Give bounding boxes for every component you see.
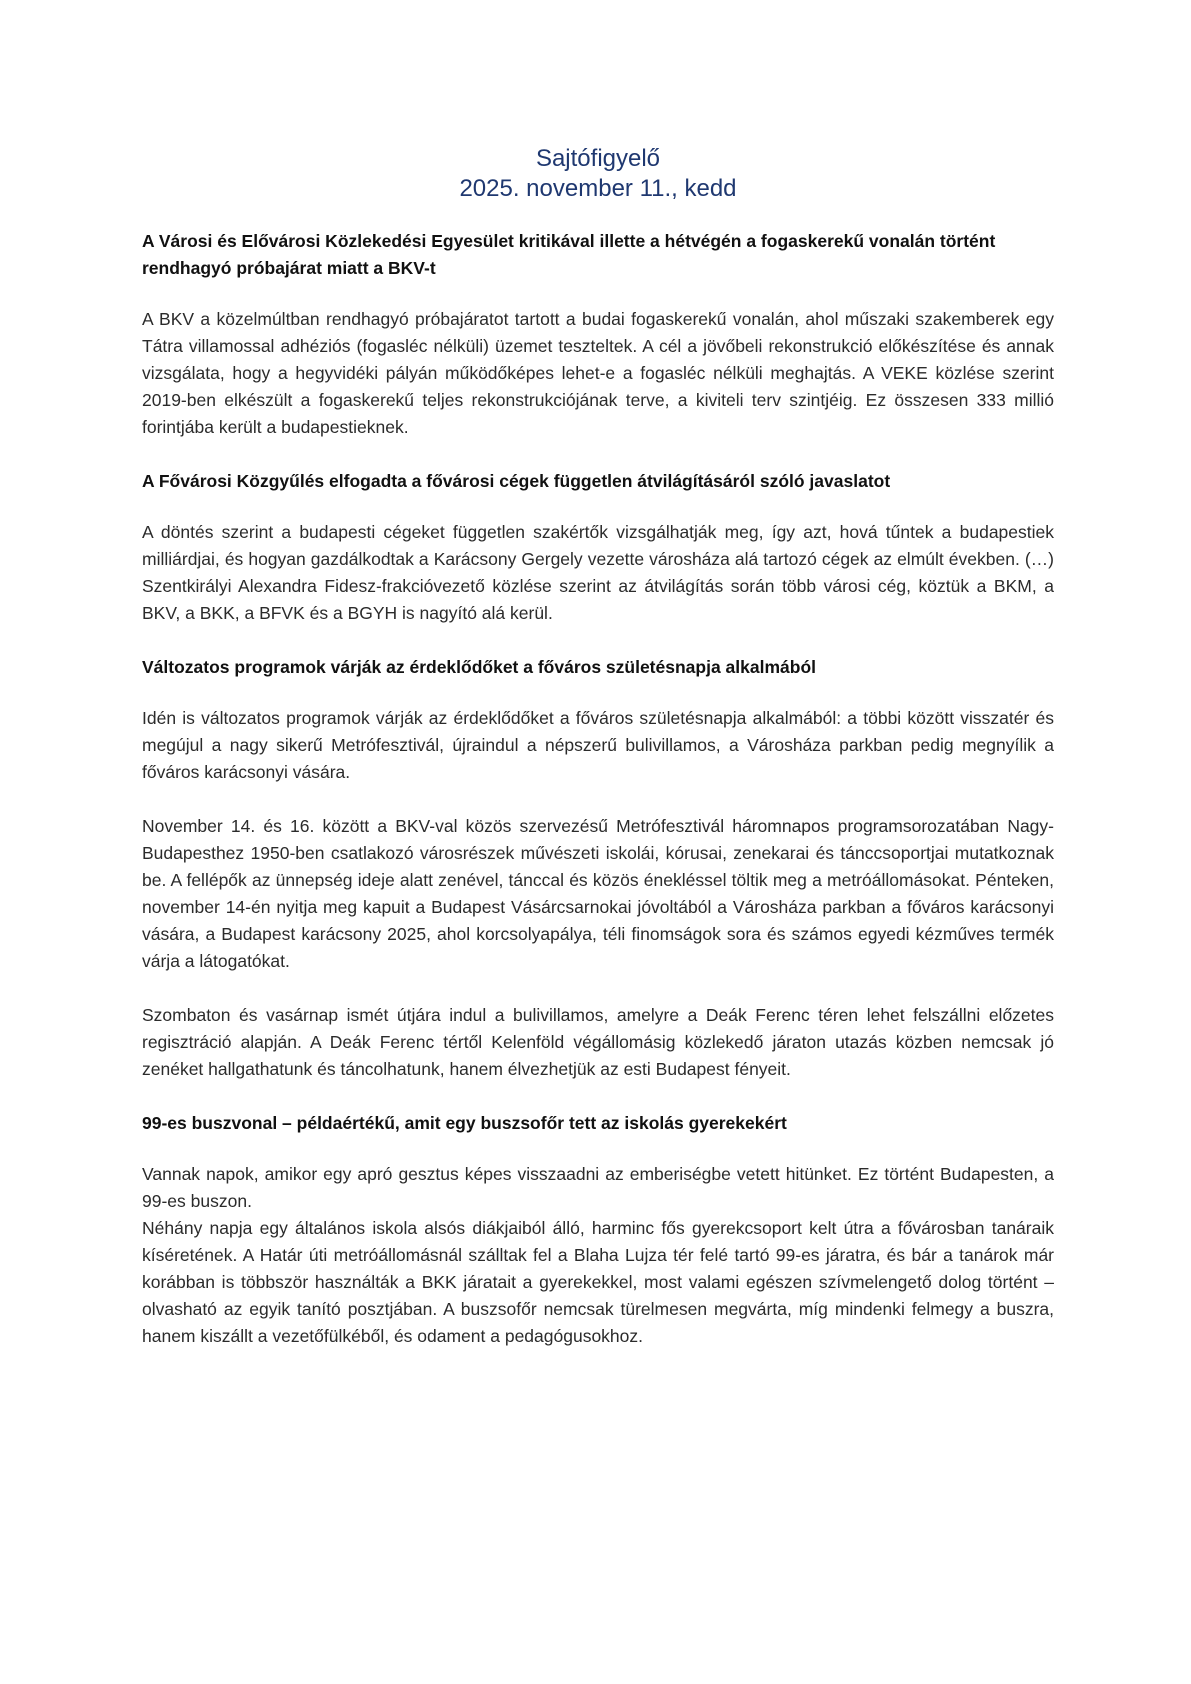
article-headline: Változatos programok várják az érdeklődőket a főváros születésnapja alkalmából [142,657,816,677]
document-header [142,144,1054,204]
document-date: 2025. november 11., kedd [459,175,737,202]
document-title: Sajtófigyelő [535,145,661,172]
article-paragraph: Szombaton és vasárnap ismét útjára indul a bulivillamos, amelyre a Deák Ferenc téren lehet felszállni előzetes regisztráció alapján. A Deák Ferenc tértől Kelenföld végállomásig közlekedő járaton utazás közben nemcsak jó zenéket hallgathatunk és táncolhatunk, hanem élvezhetjük az esti Budapest fényeit. [142,1005,1054,1079]
article-paragraph: A BKV a közelmúltban rendhagyó próbajáratot tartott a budai fogaskerekű vonalán, ahol műszaki szakemberek egy Tátra villamossal adhéziós (fogasléc nélküli) üzemet teszteltek. A cél a jövőbeli rekonstrukció előkészítése és annak vizsgálata, hogy a hegyvidéki pályán működőképes lehet-e a fogasléc nélküli meghajtás. A VEKE közlése szerint 2019-ben elkészült a fogaskerekű teljes rekonstrukciójának terve, a kiviteli terv szintjéig. Ez összesen 333 millió forintjába került a budapestieknek. [142,309,1054,437]
article-headline: A Fővárosi Közgyűlés elfogadta a fővárosi cégek független átvilágításáról szóló javaslatot [142,471,891,491]
article-paragraph: November 14. és 16. között a BKV-val közös szervezésű Metrófesztivál háromnapos programsorozatában Nagy-Budapesthez 1950-ben csatlakozó városrészek művészeti iskolái, kórusai, zenekarai és tánccsoportjai mutatkoznak be. A fellépők az ünnepség ideje alatt zenével, tánccal és közös énekléssel töltik meg a metróállomásokat. Pénteken, november 14-én nyitja meg kapuit a Budapest Vásárcsarnokai jóvoltából a Városháza parkban a főváros karácsonyi vására, a Budapest karácsony 2025, ahol korcsolyapálya, téli finomságok sora és számos egyedi kézműves termék várja a látogatókat. [142,816,1054,971]
article-1 [142,228,1054,441]
article-headline: 99-es buszvonal – példaértékű, amit egy buszsofőr tett az iskolás gyerekekért [142,1113,787,1133]
article-3 [142,654,1054,1083]
article-paragraph: Néhány napja egy általános iskola alsós diákjaiból álló, harminc fős gyerekcsoport kelt útra a fővárosban tanáraik kíséretének. A Határ úti metróállomásnál szálltak fel a Blaha Lujza tér felé tartó 99-es járatra, és bár a tanárok már korábban is többször használták a BKK járatait a gyerekekkel, most valami egészen szívmelengető dolog történt – olvasható az egyik tanító posztjában. A buszsofőr nemcsak türelmesen megvárta, míg mindenki felmegy a buszra, hanem kiszállt a vezetőfülkéből, és odament a pedagógusokhoz. [142,1218,1054,1346]
article-paragraph: Vannak napok, amikor egy apró gesztus képes visszaadni az emberiségbe vetett hitünket. Ez történt Budapesten, a 99-es buszon. [142,1164,1054,1211]
article-paragraph: A döntés szerint a budapesti cégeket független szakértők vizsgálhatják meg, így azt, hová tűntek a budapestiek milliárdjai, és hogyan gazdálkodtak a Karácsony Gergely vezette városháza alá tartozó cégek az elmúlt években. (…) Szentkirályi Alexandra Fidesz-frakcióvezető közlése szerint az átvilágítás során több városi cég, köztük a BKM, a BKV, a BKK, a BFVK és a BGYH is nagyító alá kerül. [142,522,1054,623]
article-headline: A Városi és Elővárosi Közlekedési Egyesület kritikával illette a hétvégén a fogaskerekű vonalán történt rendhagyó próbajárat miatt a BKV-t [142,231,996,278]
document-page [142,144,1054,1377]
article-4 [142,1110,1054,1350]
article-paragraph: Idén is változatos programok várják az érdeklődőket a főváros születésnapja alkalmából: a többi között visszatér és megújul a nagy sikerű Metrófesztivál, újraindul a népszerű bulivillamos, a Városháza parkban pedig megnyílik a főváros karácsonyi vására. [142,708,1054,782]
article-2 [142,468,1054,627]
